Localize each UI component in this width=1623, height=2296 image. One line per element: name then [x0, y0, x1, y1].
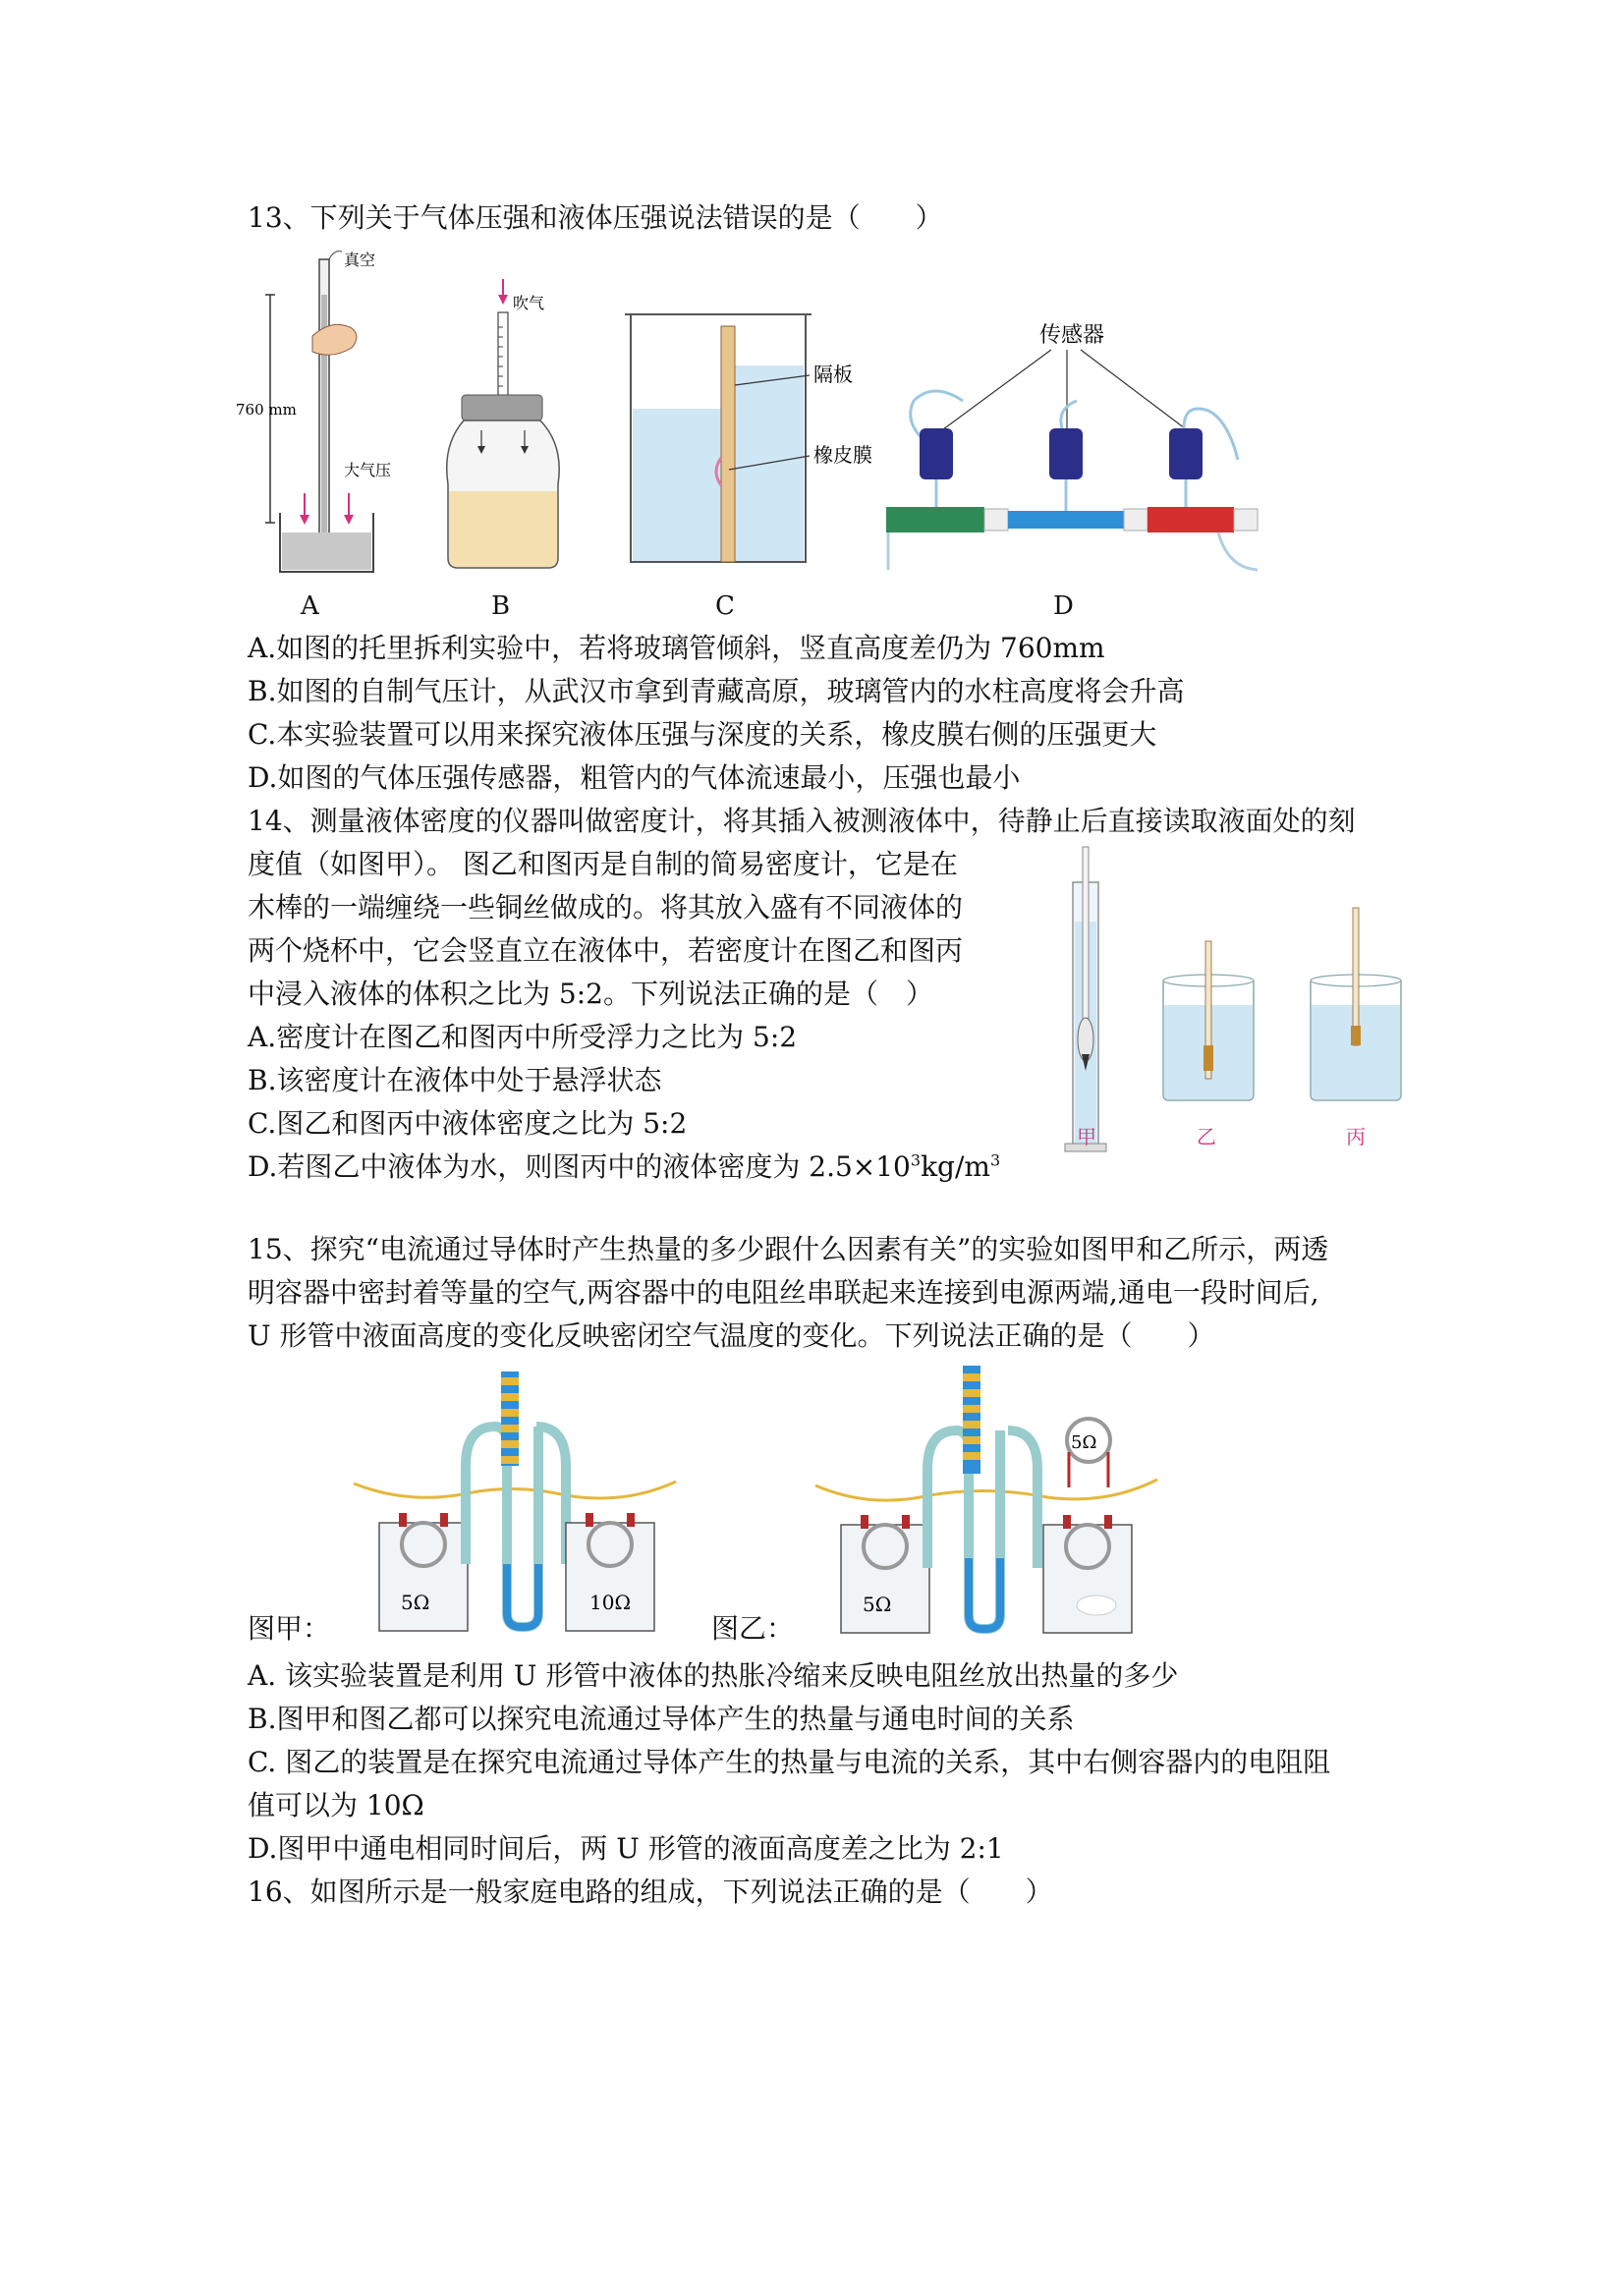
q13-stem: 13、下列关于气体压强和液体压强说法错误的是（ ） — [248, 201, 943, 234]
q15-stem-line2: 明容器中密封着等量的空气,两容器中的电阻丝串联起来连接到电源两端,通电一段时间后, — [248, 1276, 1319, 1309]
q15-option-b: B.图甲和图乙都可以探究电流通过导体产生的热量与通电时间的关系 — [248, 1703, 1075, 1735]
q15-option-c-line2: 值可以为 10Ω — [248, 1789, 424, 1821]
membrane-label: 橡皮膜 — [813, 443, 872, 467]
q13-option-d: D.如图的气体压强传感器，粗管内的气体流速最小，压强也最小 — [248, 761, 1021, 794]
figure-14-hydrometers — [1061, 843, 1415, 1157]
resistor-5-label-yi-top: 5Ω — [1071, 1432, 1097, 1453]
partition-label: 隔板 — [813, 363, 853, 386]
resistor-5-label-jia: 5Ω — [401, 1591, 430, 1614]
fig14-label-yi: 乙 — [1197, 1125, 1216, 1148]
figure-13c-container — [625, 310, 880, 570]
fig13-label-b: B — [491, 591, 511, 621]
figure-15-yi — [812, 1362, 1161, 1639]
fig13-label-c: C — [715, 591, 735, 621]
q14-option-d: D.若图乙中液体为水，则图丙中的液体密度为 $2.5\times 10^3kg/m^3$ — [248, 1150, 1001, 1183]
q14-stem-line2: 度值（如图甲）。 图乙和图丙是自制的简易密度计，它是在 — [248, 848, 958, 880]
q14-option-c: C.图乙和图丙中液体密度之比为 5:2 — [248, 1107, 688, 1140]
q14-option-b: B.该密度计在液体中处于悬浮状态 — [248, 1064, 662, 1096]
sensor-label: 传感器 — [1039, 323, 1105, 348]
q14-stem-line5: 中浸入液体的体积之比为 5:2。下列说法正确的是（ ） — [248, 978, 933, 1010]
q15-figure-label-jia: 图甲： — [248, 1612, 331, 1645]
q14-stem-line1: 14、测量液体密度的仪器叫做密度计，将其插入被测液体中，待静止后直接读取液面处的刻 — [248, 805, 1356, 837]
fig14-label-jia: 甲 — [1077, 1125, 1096, 1148]
resistor-10-label-jia: 10Ω — [589, 1591, 632, 1614]
resistor-5-label-yi: 5Ω — [863, 1593, 892, 1616]
figure-13a-torricelli — [236, 248, 413, 582]
q14-stem-line3: 木棒的一端缠绕一些铜丝做成的。将其放入盛有不同液体的 — [248, 891, 964, 924]
q15-stem-line1: 15、探究“电流通过导体时产生热量的多少跟什么因素有关”的实验如图甲和乙所示，两透 — [248, 1233, 1329, 1265]
blow-label: 吹气 — [513, 294, 545, 312]
fig14-label-bing: 丙 — [1346, 1125, 1366, 1148]
q13-option-c: C.本实验装置可以用来探究液体压强与深度的关系，橡皮膜右侧的压强更大 — [248, 718, 1157, 751]
q15-option-a: A. 该实验装置是利用 U 形管中液体的热胀冷缩来反映电阻丝放出热量的多少 — [248, 1659, 1179, 1692]
height-760-label: 760 mm — [236, 401, 297, 419]
q15-stem-line3: U 形管中液面高度的变化反映密闭空气温度的变化。下列说法正确的是（ ） — [248, 1319, 1215, 1352]
q15-option-c-line1: C. 图乙的装置是在探究电流通过导体产生的热量与电流的关系，其中右侧容器内的电阻阻 — [248, 1746, 1331, 1778]
fig13-label-a: A — [301, 591, 319, 621]
q16-stem: 16、如图所示是一般家庭电路的组成，下列说法正确的是（ ） — [248, 1876, 1053, 1908]
fig13-label-d: D — [1053, 591, 1074, 621]
figure-13b-barometer — [442, 273, 619, 578]
q15-figure-label-yi: 图乙： — [711, 1612, 795, 1645]
atm-label: 大气压 — [344, 461, 392, 479]
q13-option-a: A.如图的托里拆利实验中，若将玻璃管倾斜，竖直高度差仍为 760mm — [248, 632, 1105, 664]
q14-stem-line4: 两个烧杯中，它会竖直立在液体中，若密度计在图乙和图丙 — [248, 934, 964, 967]
q15-option-d: D.图甲中通电相同时间后，两 U 形管的液面高度差之比为 2:1 — [248, 1832, 1004, 1865]
figure-13d-sensors — [884, 312, 1267, 578]
vacuum-label: 真空 — [344, 251, 376, 269]
figure-15-jia — [350, 1368, 680, 1639]
q13-option-b: B.如图的自制气压计，从武汉市拿到青藏高原，玻璃管内的水柱高度将会升高 — [248, 675, 1185, 707]
q14-option-a: A.密度计在图乙和图丙中所受浮力之比为 5:2 — [248, 1021, 798, 1053]
